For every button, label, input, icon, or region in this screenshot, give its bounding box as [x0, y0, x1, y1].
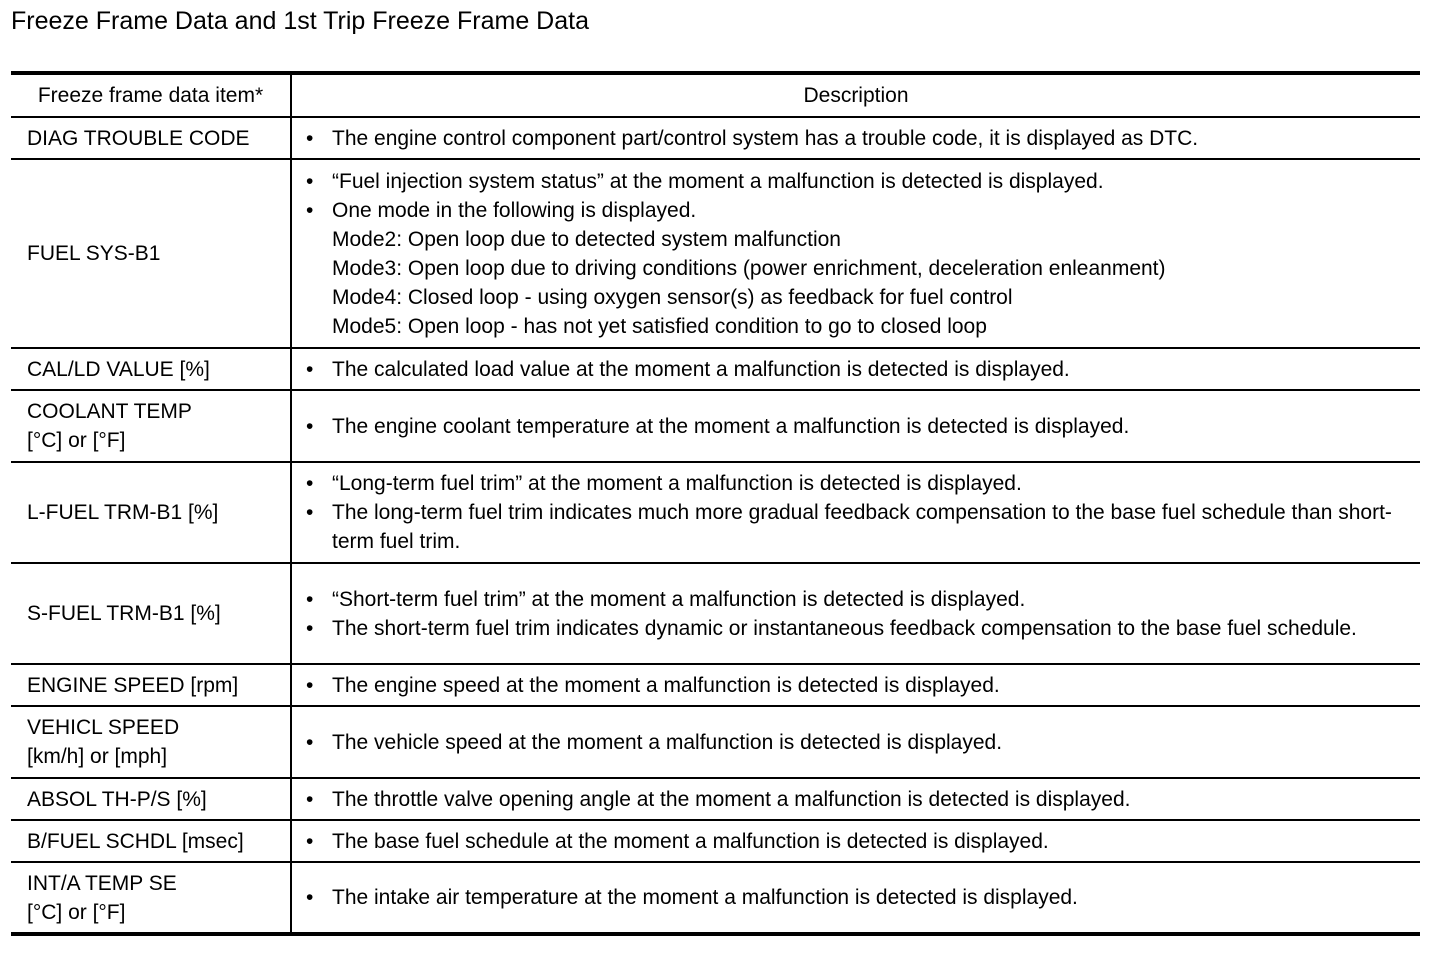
table-row	[11, 706, 1420, 778]
bullet-text: The short-term fuel trim indicates dynamic or instantaneous feedback compensation to the base fuel schedule.	[332, 616, 1357, 640]
bullet-icon: •	[306, 730, 314, 754]
bullet-item	[306, 827, 1412, 856]
bullet-item	[306, 498, 1412, 556]
bullet-icon: •	[306, 616, 314, 640]
table-row	[11, 820, 1420, 862]
description-cell	[291, 820, 1420, 862]
item-cell	[11, 159, 291, 348]
page-title: Freeze Frame Data and 1st Trip Freeze Frame Data	[11, 7, 589, 35]
bullet-icon: •	[306, 673, 314, 697]
bullet-icon: •	[306, 787, 314, 811]
bullet-item	[306, 671, 1412, 700]
bullet-icon: •	[306, 357, 314, 381]
bullet-item	[306, 469, 1412, 498]
description-cell	[291, 462, 1420, 563]
table-row	[11, 563, 1420, 664]
bullet-item	[306, 883, 1412, 912]
item-name: INT/A TEMP SE	[27, 871, 177, 895]
description-cell	[291, 778, 1420, 820]
bullet-text: “Short-term fuel trim” at the moment a malfunction is detected is displayed.	[332, 587, 1026, 611]
item-name: ABSOL TH-P/S [%]	[27, 787, 207, 811]
item-unit: [km/h] or [mph]	[27, 745, 168, 768]
item-unit: [°C] or [°F]	[27, 429, 126, 452]
table-row	[11, 664, 1420, 706]
freeze-frame-table	[11, 71, 1420, 936]
bullet-icon: •	[306, 472, 314, 495]
item-cell	[11, 778, 291, 820]
item-cell	[11, 820, 291, 862]
item-name: DIAG TROUBLE CODE	[27, 126, 250, 150]
description-cell	[291, 117, 1420, 159]
mode-line: Mode3: Open loop due to driving conditions (power enrichment, deceleration enleanment)	[332, 256, 1166, 280]
bullet-item	[306, 124, 1412, 153]
item-name: S-FUEL TRM-B1 [%]	[27, 602, 221, 625]
mode-line: Mode2: Open loop due to detected system malfunction	[332, 227, 841, 251]
bullet-item	[306, 728, 1412, 757]
description-cell	[291, 664, 1420, 706]
bullet-icon: •	[306, 886, 314, 909]
item-name: COOLANT TEMP	[27, 400, 192, 423]
item-name: B/FUEL SCHDL [msec]	[27, 829, 244, 853]
bullet-item	[306, 167, 1412, 196]
bullet-text: The engine control component part/control system has a trouble code, it is displayed as DTC.	[332, 126, 1199, 150]
bullet-item	[306, 412, 1412, 441]
item-name: CAL/LD VALUE [%]	[27, 357, 210, 381]
mode-line: Mode4: Closed loop - using oxygen sensor(s) as feedback for fuel control	[332, 285, 1013, 309]
description-cell	[291, 348, 1420, 390]
bullet-text: The intake air temperature at the moment a malfunction is detected is displayed.	[332, 886, 1078, 909]
bullet-item	[306, 785, 1412, 814]
item-name: ENGINE SPEED [rpm]	[27, 673, 239, 697]
item-cell	[11, 462, 291, 563]
item-cell	[11, 862, 291, 934]
table-row	[11, 117, 1420, 159]
bullet-text: The engine speed at the moment a malfunction is detected is displayed.	[332, 673, 1000, 697]
bullet-icon: •	[306, 414, 314, 438]
bullet-item	[306, 355, 1412, 384]
bullet-icon: •	[306, 829, 314, 853]
description-cell	[291, 563, 1420, 664]
table-row	[11, 348, 1420, 390]
description-cell	[291, 862, 1420, 934]
bullet-icon: •	[306, 587, 314, 611]
bullet-text: The base fuel schedule at the moment a malfunction is detected is displayed.	[332, 829, 1049, 853]
table-row	[11, 159, 1420, 348]
item-cell	[11, 563, 291, 664]
item-cell	[11, 706, 291, 778]
item-cell	[11, 664, 291, 706]
table-header-row	[11, 73, 1420, 117]
description-cell	[291, 390, 1420, 462]
bullet-item	[306, 585, 1412, 614]
column-header-description: Description	[291, 73, 1420, 117]
bullet-text: The calculated load value at the moment a malfunction is detected is displayed.	[332, 357, 1070, 381]
item-cell	[11, 348, 291, 390]
bullet-icon: •	[306, 198, 314, 222]
description-cell	[291, 159, 1420, 348]
bullet-text: “Long-term fuel trim” at the moment a malfunction is detected is displayed.	[332, 472, 1022, 495]
item-name: L-FUEL TRM-B1 [%]	[27, 501, 219, 524]
bullet-item	[306, 614, 1412, 643]
bullet-icon: •	[306, 169, 314, 193]
column-header-item: Freeze frame data item*	[37, 84, 264, 107]
table-row	[11, 862, 1420, 934]
bullet-text: One mode in the following is displayed.	[332, 198, 697, 222]
table-row	[11, 390, 1420, 462]
bullet-text: The throttle valve opening angle at the moment a malfunction is detected is displayed.	[332, 787, 1131, 811]
item-unit: [°C] or [°F]	[27, 900, 126, 924]
bullet-text: The engine coolant temperature at the moment a malfunction is detected is displayed.	[332, 414, 1130, 438]
bullet-item	[306, 196, 1412, 225]
bullet-text: “Fuel injection system status” at the moment a malfunction is detected is displayed.	[332, 169, 1104, 193]
table-row	[11, 778, 1420, 820]
bullet-icon: •	[306, 501, 314, 524]
item-name: FUEL SYS-B1	[27, 242, 161, 265]
bullet-text: The vehicle speed at the moment a malfunction is detected is displayed.	[332, 730, 1003, 754]
bullet-icon: •	[306, 126, 314, 150]
description-cell	[291, 706, 1420, 778]
item-cell	[11, 117, 291, 159]
table-row	[11, 462, 1420, 563]
bullet-text: The long-term fuel trim indicates much more gradual feedback compensation to the base fuel schedule than short-term fuel trim.	[332, 501, 1392, 553]
item-cell	[11, 390, 291, 462]
mode-line: Mode5: Open loop - has not yet satisfied condition to go to closed loop	[332, 314, 987, 338]
item-name: VEHICL SPEED	[27, 716, 180, 739]
